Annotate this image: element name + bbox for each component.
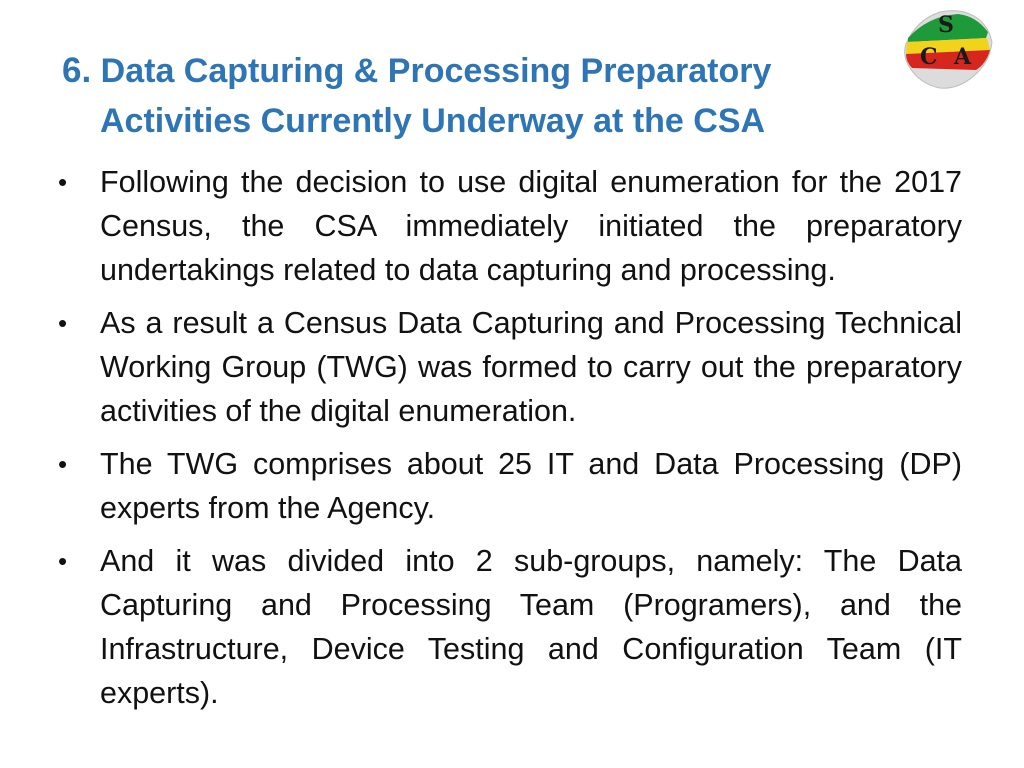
bullet-dot-icon: • xyxy=(58,449,68,479)
title-line-2: Activities Currently Underway at the CSA xyxy=(100,102,766,140)
slide-title xyxy=(62,46,882,146)
logo-letter-a: A xyxy=(954,44,972,70)
bullet-text: Following the decision to use digital enumeration for the 2017 Census, the CSA immediately initiated the preparatory undertakings related to data capturing and processing. xyxy=(100,165,962,287)
bullet-text: And it was divided into 2 sub-groups, namely: The Data Capturing and Processing Team (Programers), and the Infrastructure, Device Testing and Configuration Team (IT experts). xyxy=(100,544,962,710)
logo-letter-c: C xyxy=(920,44,938,70)
bullet-item xyxy=(58,160,962,292)
bullet-item xyxy=(58,301,962,433)
bullet-item xyxy=(58,539,962,715)
title-line-1 xyxy=(62,46,882,96)
bullet-dot-icon: • xyxy=(58,308,68,338)
bullet-dot-icon: • xyxy=(58,167,68,197)
logo-letter-s: S xyxy=(938,12,954,38)
bullet-list xyxy=(58,160,962,724)
bullet-text: As a result a Census Data Capturing and Processing Technical Working Group (TWG) was formed to carry out the preparatory activities of the digital enumeration. xyxy=(100,306,962,428)
title-text-1: Data Capturing & Processing Preparatory xyxy=(100,52,772,90)
bullet-text: The TWG comprises about 25 IT and Data Processing (DP) experts from the Agency. xyxy=(100,447,962,525)
bullet-item xyxy=(58,442,962,530)
bullet-dot-icon: • xyxy=(58,546,68,576)
csa-logo xyxy=(898,2,998,94)
title-number: 6. xyxy=(62,51,92,90)
